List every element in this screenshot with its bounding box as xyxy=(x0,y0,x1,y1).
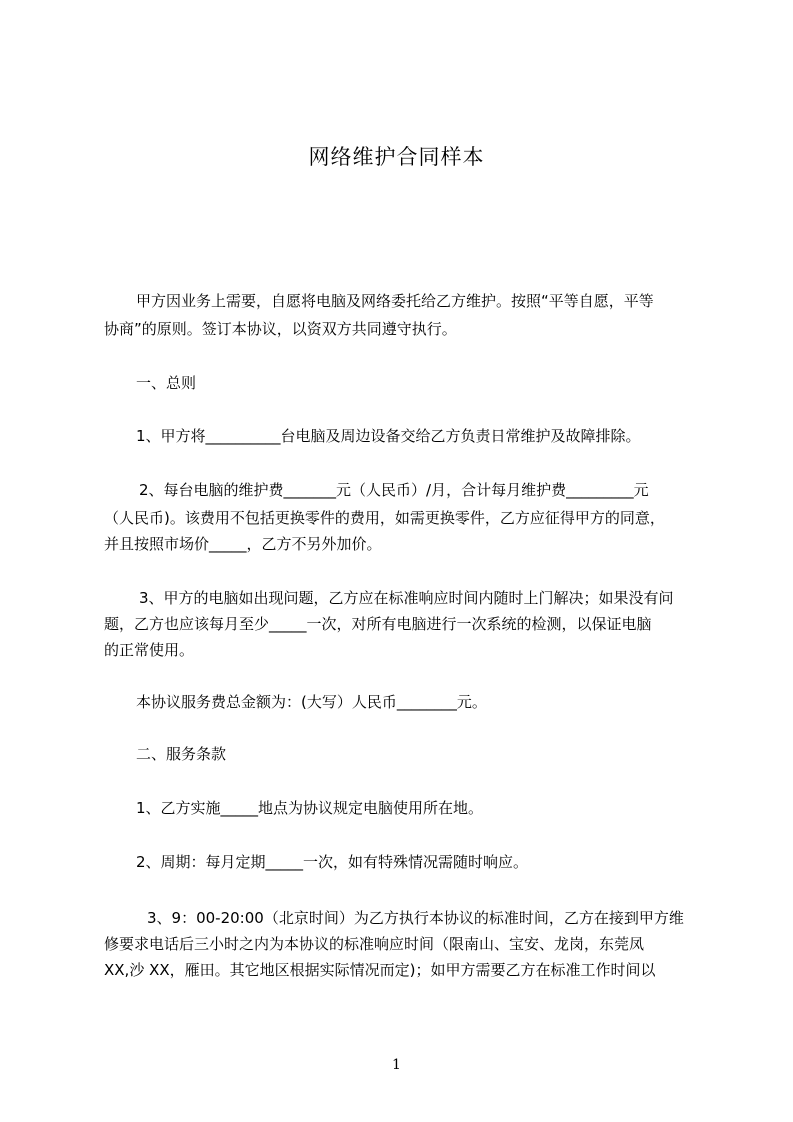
clause-2-3-line-3: XX,沙 XX，雁田。其它地区根据实际情况而定)；如甲方需要乙方在标准工作时间以 xyxy=(104,961,656,979)
intro-line-2: 协商”的原则。签订本协议，以资双方共同遵守执行。 xyxy=(104,320,457,338)
clause-2-2: 2、周期：每月定期_____一次，如有特殊情况需随时响应。 xyxy=(136,853,529,871)
clause-1-1: 1、甲方将__________台电脑及周边设备交给乙方负责日常维护及故障排除。 xyxy=(136,427,641,445)
clause-1-2-line-1: 2、每台电脑的维护费_______元（人民币）/月，合计每月维护费_________元 xyxy=(139,481,649,499)
clause-2-1: 1、乙方实施_____地点为协议规定电脑使用所在地。 xyxy=(136,799,484,817)
clause-1-3-line-2: 题，乙方也应该每月至少_____一次，对所有电脑进行一次系统的检测，以保证电脑 xyxy=(104,615,652,633)
clause-1-3-line-3: 的正常使用。 xyxy=(104,641,195,659)
clause-2-3-line-1: 3、9：00-20:00（北京时间）为乙方执行本协议的标准时间，乙方在接到甲方维 xyxy=(147,909,684,927)
clause-1-3-line-1: 3、甲方的电脑如出现问题，乙方应在标准响应时间内随时上门解决；如果没有问 xyxy=(139,589,674,607)
document-title: 网络维护合同样本 xyxy=(308,145,485,169)
section-2-heading: 二、服务条款 xyxy=(136,745,227,763)
clause-1-2-line-2: （人民币)。该费用不包括更换零件的费用，如需更换零件，乙方应征得甲方的同意， xyxy=(104,509,665,527)
clause-2-3-line-2: 修要求电话后三小时之内为本协议的标准响应时间（限南山、宝安、龙岗，东莞凤 xyxy=(104,935,645,953)
total-fee-line: 本协议服务费总金额为：(大写）人民币________元。 xyxy=(136,693,487,711)
page-number: 1 xyxy=(392,1057,401,1073)
intro-line-1: 甲方因业务上需要，自愿将电脑及网络委托给乙方维护。按照“平等自愿，平等 xyxy=(136,292,654,310)
clause-1-2-line-3: 并且按照市场价_____，乙方不另外加价。 xyxy=(104,535,382,553)
section-1-heading: 一、总则 xyxy=(136,374,197,392)
